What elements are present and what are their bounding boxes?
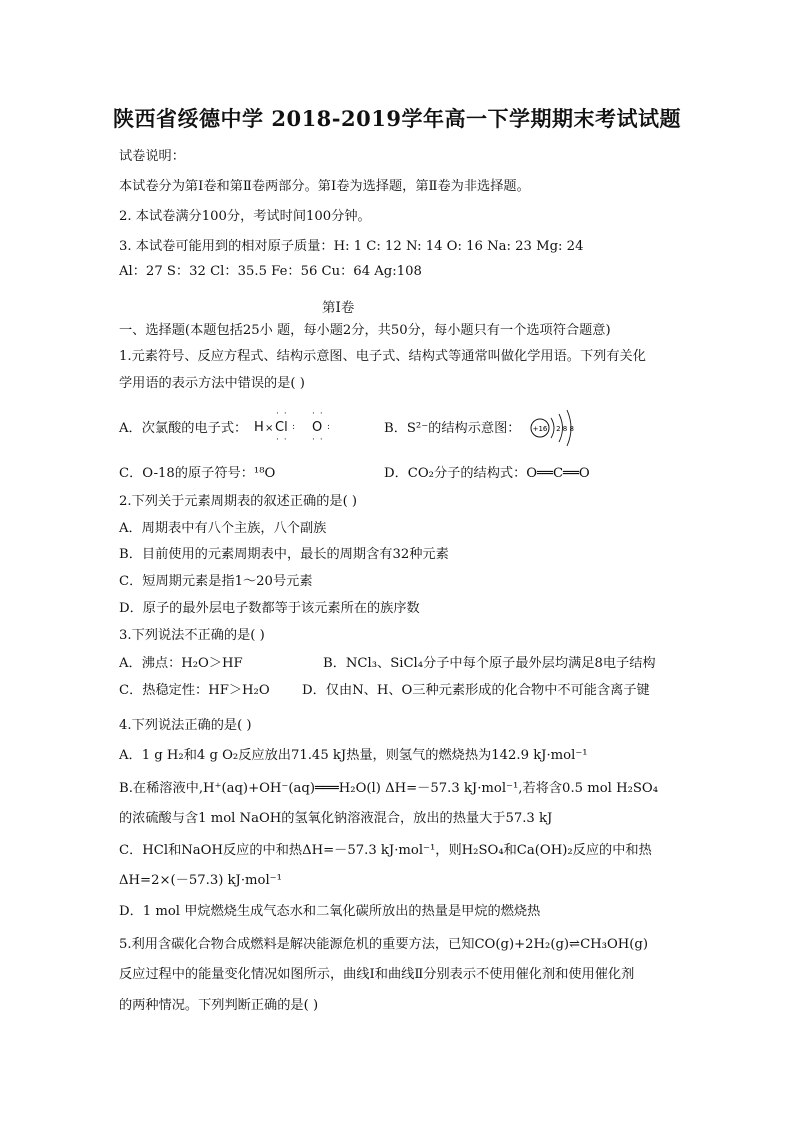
oxygen-symbol: O bbox=[312, 420, 323, 435]
page-title: 陕西省绥德中学 2018-2019学年高一下学期期末考试试题 bbox=[113, 106, 681, 131]
shell-electrons: 2 8 8 bbox=[556, 425, 574, 433]
q1-option-d: D．CO₂分子的结构式：O══C══O bbox=[384, 466, 590, 481]
question-1-stem-cont: 学用语的表示方法中错误的是( ) bbox=[119, 376, 305, 391]
question-5-stem-cont: 反应过程中的能量变化情况如图所示，曲线Ⅰ和曲线Ⅱ分别表示不使用催化剂和使用催化剂 bbox=[119, 967, 635, 982]
instruction-2: 2. 本试卷满分100分，考试时间100分钟。 bbox=[119, 209, 371, 224]
q4-option-d: D．1 mol 甲烷燃烧生成气态水和二氧化碳所放出的热量是甲烷的燃烧热 bbox=[119, 904, 541, 919]
instruction-1: 本试卷分为第Ⅰ卷和第Ⅱ卷两部分。第Ⅰ卷为选择题，第Ⅱ卷为非选择题。 bbox=[119, 179, 530, 194]
exam-instructions-heading: 试卷说明： bbox=[119, 149, 185, 164]
o-right-dots: : bbox=[327, 422, 331, 432]
o-top-dots: ·· bbox=[312, 409, 328, 419]
q2-option-d: D．原子的最外层电子数都等于该元素所在的族序数 bbox=[119, 601, 420, 616]
q4-option-a: A．1 g H₂和4 g O₂反应放出71.45 kJ热量，则氢气的燃烧热为142.9 kJ·mol⁻¹ bbox=[119, 748, 588, 763]
nucleus-charge: +16 bbox=[532, 425, 548, 433]
q1-option-b-label: B．S²⁻的结构示意图： bbox=[384, 421, 521, 436]
q2-option-c: C．短周期元素是指1～20号元素 bbox=[119, 574, 313, 589]
question-2-stem: 2.下列关于元素周期表的叙述正确的是( ) bbox=[119, 494, 358, 509]
question-4-stem: 4.下列说法正确的是( ) bbox=[119, 718, 252, 733]
q2-option-a: A．周期表中有八个主族，八个副族 bbox=[119, 521, 327, 536]
q2-option-b: B．目前使用的元素周期表中，最长的周期含有32种元素 bbox=[119, 547, 449, 562]
cl-bottom-dots: ·· bbox=[276, 435, 292, 445]
hydrogen-symbol: H bbox=[254, 420, 264, 435]
hclo-electron-formula bbox=[254, 407, 344, 447]
section-heading: 第Ⅰ卷 bbox=[322, 300, 355, 316]
q3-option-a: A．沸点：H₂O＞HF bbox=[119, 656, 243, 671]
q1-option-a-label: A．次氯酸的电子式： bbox=[119, 421, 248, 436]
q1-option-c: C．O-18的原子符号：¹⁸O bbox=[119, 466, 276, 481]
section-one-intro: 一、选择题(本题包括25小 题，每小题2分，共50分，每小题只有一个选项符合题意) bbox=[119, 323, 611, 338]
q4-option-b: B.在稀溶液中,H⁺(aq)+OH⁻(aq)═══H₂O(l) ΔH=－57.3 kJ·mol⁻¹,若将含0.5 mol H₂SO₄ bbox=[119, 781, 658, 796]
question-5-stem: 5.利用含碳化合物合成燃料是解决能源危机的重要方法，已知CO(g)+2H₂(g)⇌CH₃OH(g) bbox=[119, 937, 649, 952]
instruction-3: 3. 本试卷可能用到的相对原子质量：H: 1 C: 12 N: 14 O: 16 Na: 23 Mg: 24 bbox=[119, 239, 584, 254]
cl-top-dots: ·· bbox=[276, 409, 292, 419]
question-5-stem-end: 的两种情况。下列判断正确的是( ) bbox=[119, 998, 319, 1013]
atomic-masses: Al：27 S：32 Cl：35.5 Fe：56 Cu：64 Ag:108 bbox=[119, 264, 422, 279]
q3-option-b: B．NCl₃、SiCl₄分子中每个原子最外层均满足8电子结构 bbox=[323, 656, 656, 671]
q4-option-c-cont: ΔH=2×(－57.3) kJ·mol⁻¹ bbox=[119, 873, 282, 888]
q3-option-d: D．仅由N、H、O三种元素形成的化合物中不可能含离子键 bbox=[302, 683, 650, 698]
question-3-stem: 3.下列说法不正确的是( ) bbox=[119, 628, 265, 643]
chlorine-symbol: Cl bbox=[275, 420, 288, 435]
electron-cross: × bbox=[265, 423, 274, 434]
sulfide-ion-structure-diagram bbox=[527, 405, 583, 451]
q4-option-b-cont: 的浓硫酸与含1 mol NaOH的氢氧化钠溶液混合，放出的热量大于57.3 kJ bbox=[119, 811, 553, 826]
q4-option-c: C．HCl和NaOH反应的中和热ΔH=－57.3 kJ·mol⁻¹，则H₂SO₄和Ca(OH)₂反应的中和热 bbox=[119, 843, 652, 858]
o-bottom-dots: ·· bbox=[312, 435, 328, 445]
question-1-stem: 1.元素符号、反应方程式、结构示意图、电子式、结构式等通常叫做化学用语。下列有关化 bbox=[119, 349, 646, 364]
cl-o-bond-dots: : bbox=[292, 422, 296, 432]
q3-option-c: C．热稳定性：HF＞H₂O bbox=[119, 683, 270, 698]
